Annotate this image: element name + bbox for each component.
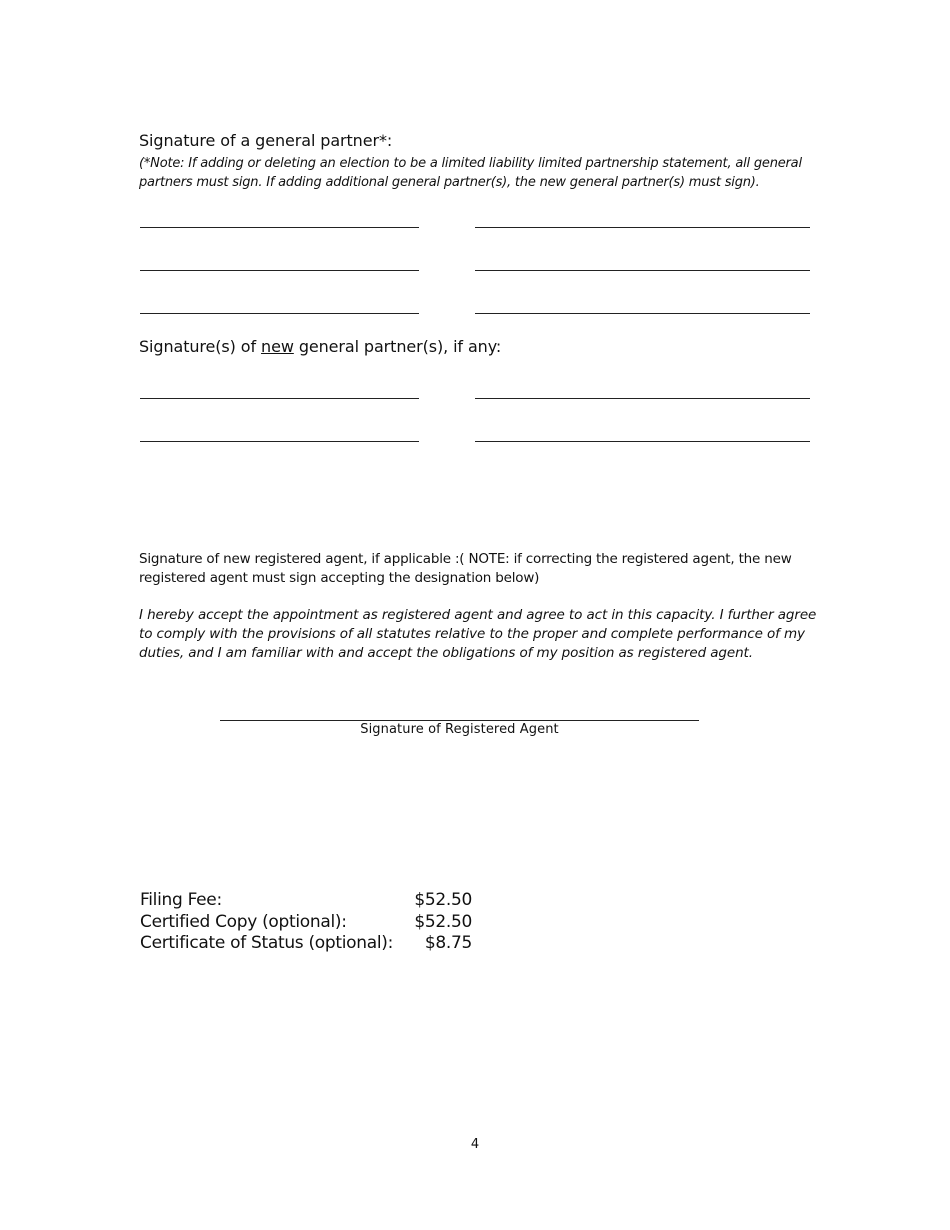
general-partner-note: (*Note: If adding or deleting an election to be a limited liability limited partnership statement, all general partners must sign. If adding additional general partner(s), the new general partner(s) must sign). — [139, 156, 802, 190]
general-partner-signature-line-3-right[interactable] — [475, 313, 810, 314]
new-partner-heading-suffix: general partner(s), if any: — [298, 337, 502, 356]
general-partner-signature-line-2-right[interactable] — [475, 270, 810, 271]
new-partner-signature-line-2-right[interactable] — [475, 441, 810, 442]
fee-label: Certified Copy (optional): — [140, 911, 347, 932]
page-number: 4 — [470, 1137, 480, 1152]
fee-amount: $52.50 — [414, 890, 472, 910]
registered-agent-acceptance-statement: I hereby accept the appointment as registered agent and agree to act in this capacity. I further agree to comply with the provisions of all statutes relative to the proper and complete performance of my duties, and I am familiar with and accept the obligations of my position as registered agent. — [139, 607, 817, 661]
general-partner-signature-line-1-right[interactable] — [475, 227, 810, 228]
new-partner-signature-heading — [139, 337, 501, 356]
new-partner-heading-prefix: Signature(s) of — [139, 337, 257, 356]
registered-agent-signature-caption: Signature of Registered Agent — [360, 722, 559, 737]
fee-label: Certificate of Status (optional): — [140, 933, 394, 953]
general-partner-signature-line-2-left[interactable] — [140, 270, 419, 271]
general-partner-signature-line-1-left[interactable] — [140, 227, 419, 228]
new-partner-signature-line-1-right[interactable] — [475, 398, 810, 399]
fee-row-certified-copy — [140, 912, 472, 934]
fee-row-filing — [140, 890, 472, 912]
general-partner-signature-heading: Signature of a general partner*: — [139, 131, 393, 150]
new-partner-signature-line-2-left[interactable] — [140, 441, 419, 442]
fee-amount: $8.75 — [424, 933, 472, 953]
new-partner-signature-line-1-left[interactable] — [140, 398, 419, 399]
fee-amount: $52.50 — [414, 911, 472, 932]
general-partner-signature-line-3-left[interactable] — [140, 313, 419, 314]
new-partner-heading-emphasis: new — [261, 337, 294, 356]
fee-schedule — [140, 890, 480, 955]
fee-label: Filing Fee: — [140, 890, 222, 910]
registered-agent-instruction: Signature of new registered agent, if applicable :( NOTE: if correcting the registered agent, the new registered agent must sign accepting the designation below) — [139, 551, 792, 586]
registered-agent-signature-line[interactable] — [220, 720, 699, 721]
fee-row-certificate-of-status — [140, 933, 472, 955]
